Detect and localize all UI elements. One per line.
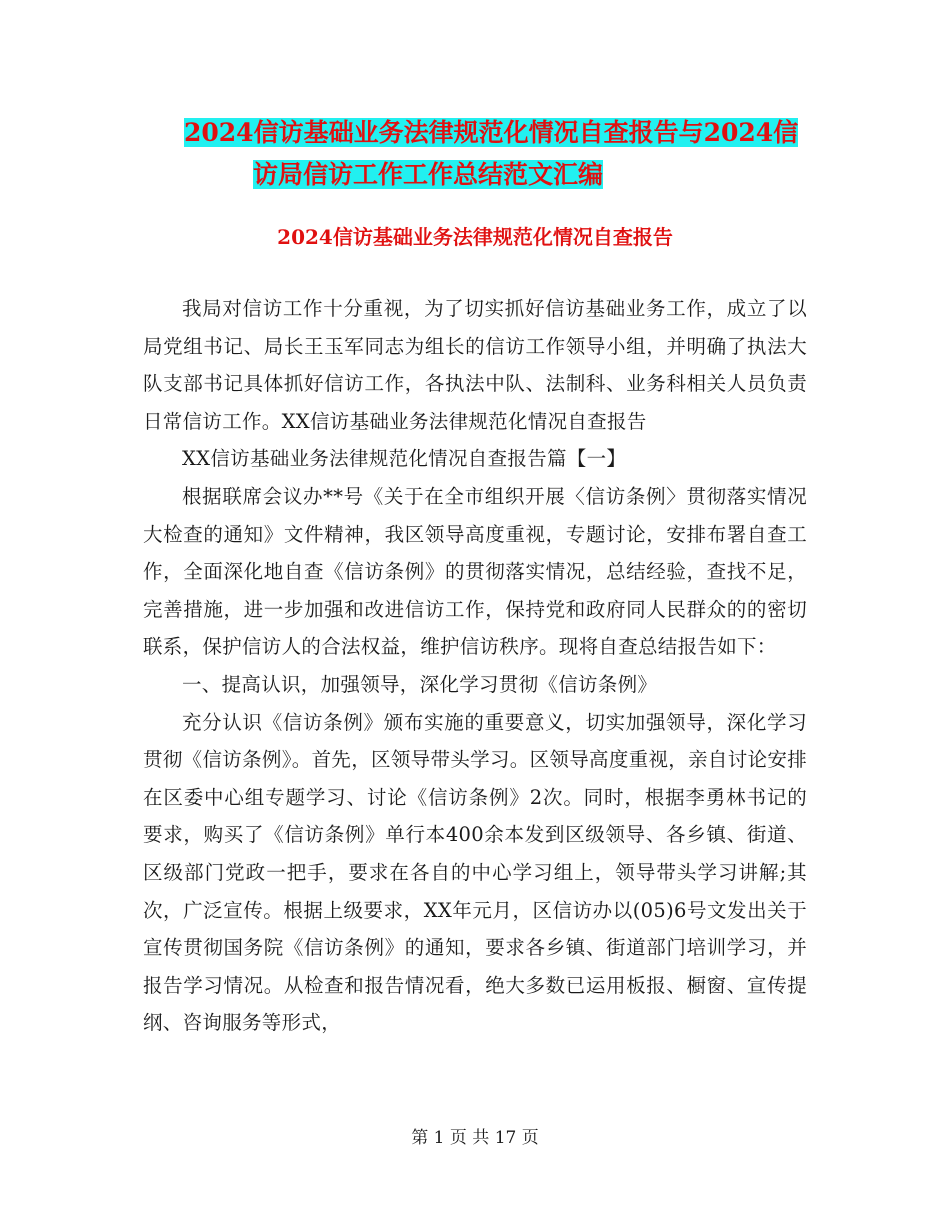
document-title-line-2 xyxy=(140,154,840,196)
paragraph: 一、提高认识，加强领导，深化学习贯彻《信访条例》 xyxy=(182,672,658,696)
document-title-line-1 xyxy=(140,112,840,154)
paragraph: XX信访基础业务法律规范化情况自查报告篇【一】 xyxy=(182,447,627,471)
page-footer: 第 1 页 共 17 页 xyxy=(411,1128,539,1148)
document-title-line-2-text: 访局信访工作工作总结范文汇编 xyxy=(253,160,604,189)
document-title-line-1-text: 2024信访基础业务法律规范化情况自查报告与2024信 xyxy=(184,118,799,147)
paragraph: 我局对信访工作十分重视，为了切实抓好信访基础业务工作，成立了以局党组书记、局长王玉军同志为组长的信访工作领导小组，并明确了执法大队支部书记具体抓好信访工作，各执法中队、法制科、业务科相关人员负责日常信访工作。XX信访基础业务法律规范化情况自查报告 xyxy=(143,297,807,433)
paragraph: 充分认识《信访条例》颁布实施的重要意义，切实加强领导，深化学习贯彻《信访条例》。首先，区领导带头学习。区领导高度重视，亲自讨论安排在区委中心组专题学习、讨论《信访条例》2次。同时，根据李勇林书记的要求，购买了《信访条例》单行本400余本发到区级领导、各乡镇、街道、区级部门党政一把手，要求在各自的中心学习组上，领导带头学习讲解;其次，广泛宣传。根据上级要求，XX年元月，区信访办以(05)6号文发出关于宣传贯彻国务院《信访条例》的通知，要求各乡镇、街道部门培训学习，并报告学习情况。从检查和报告情况看，绝大多数已运用板报、橱窗、宣传提纲、咨询服务等形式， xyxy=(143,710,807,1035)
document-title xyxy=(140,112,840,196)
section-title: 2024信访基础业务法律规范化情况自查报告 xyxy=(277,225,673,249)
paragraph: 根据联席会议办**号《关于在全市组织开展〈信访条例〉贯彻落实情况大检查的通知》文件精神，我区领导高度重视，专题讨论，安排布署自查工作，全面深化地自查《信访条例》的贯彻落实情况，总结经验，查找不足，完善措施，进一步加强和改进信访工作，保持党和政府同人民群众的的密切联系，保护信访人的合法权益，维护信访秩序。现将自查总结报告如下： xyxy=(143,484,807,659)
document-body xyxy=(143,290,807,1042)
